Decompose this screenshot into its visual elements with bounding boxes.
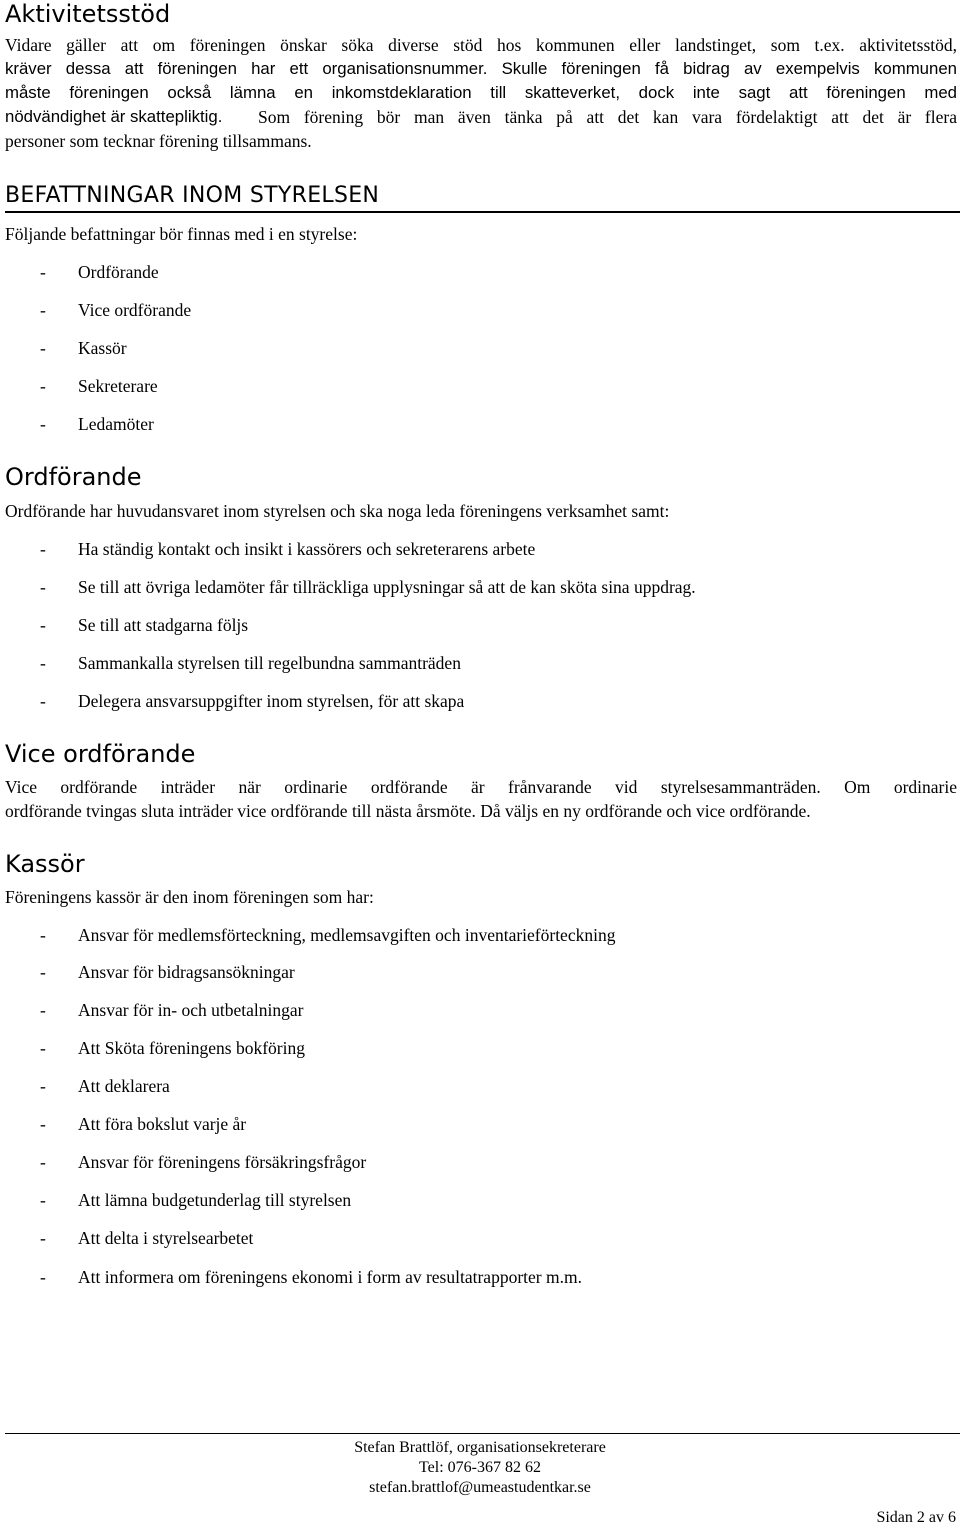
footer-divider [5, 1433, 960, 1434]
list-item: - Att deklarera [40, 1076, 170, 1096]
list-item: - Delegera ansvarsuppgifter inom styrelsen, för att skapa [40, 691, 465, 711]
paragraph-line: Vidare gäller att om föreningen önskar söka diverse stöd hos kommunen eller landstinget, som t.ex. aktivitetsstöd, [5, 35, 957, 55]
paragraph-line: måste föreningen också lämna en inkomstdeklaration till skatteverket, dock inte sagt att föreningen med [5, 83, 957, 102]
list-item: - Ansvar för in- och utbetalningar [40, 1000, 304, 1020]
paragraph-line: nödvändighet är skattepliktig. [5, 107, 223, 126]
list-item: - Att informera om föreningens ekonomi i form av resultatrapporter m.m. [40, 1267, 582, 1287]
list-item: - Att delta i styrelsearbetet [40, 1228, 254, 1248]
paragraph-line: personer som tecknar förening tillsammans. [5, 131, 312, 151]
heading-ordforande: Ordförande [5, 463, 142, 491]
heading-befattningar: BEFATTNINGAR INOM STYRELSEN [5, 182, 960, 213]
list-item: - Ha ständig kontakt och insikt i kassörers och sekreterarens arbete [40, 539, 536, 559]
footer-email[interactable]: stefan.brattlof@umeastudentkar.se [369, 1479, 591, 1496]
paragraph-line: Vice ordförande inträder när ordinarie ordförande är frånvarande vid styrelsesammanträden. Om ordinarie [5, 777, 957, 797]
list-item: - Ledamöter [40, 414, 154, 434]
paragraph-line: ordförande tvingas sluta inträder vice ordförande till nästa årsmöte. Då väljs en ny ordförande och vice ordförande. [5, 801, 811, 821]
list-item: - Sammankalla styrelsen till regelbundna sammanträden [40, 653, 461, 673]
page-number: Sidan 2 av 6 [876, 1509, 956, 1526]
list-item: - Att lämna budgetunderlag till styrelsen [40, 1190, 352, 1210]
list-item: - Vice ordförande [40, 300, 192, 320]
heading-kassor: Kassör [5, 850, 85, 878]
kassor-intro: Föreningens kassör är den inom föreningen som har: [5, 887, 374, 907]
paragraph-line: Som förening bör man även tänka på att det kan vara fördelaktigt att det är flera [258, 107, 957, 127]
list-item: - Ansvar för föreningens försäkringsfrågor [40, 1152, 367, 1172]
heading-aktivitetsstod: Aktivitetsstöd [5, 0, 171, 28]
footer-phone: Tel: 076-367 82 62 [419, 1459, 541, 1476]
list-item: - Se till att övriga ledamöter får tillräckliga upplysningar så att de kan sköta sina uppdrag. [40, 577, 696, 597]
list-item: - Kassör [40, 338, 127, 358]
list-item: - Ordförande [40, 262, 159, 282]
heading-vice-ordforande: Vice ordförande [5, 740, 196, 768]
list-item: - Att Sköta föreningens bokföring [40, 1038, 305, 1058]
list-item: - Ansvar för bidragsansökningar [40, 962, 295, 982]
ordforande-intro: Ordförande har huvudansvaret inom styrelsen och ska noga leda föreningens verksamhet samt: [5, 501, 670, 521]
list-item: - Ansvar för medlemsförteckning, medlemsavgiften och inventarieförteckning [40, 925, 616, 945]
list-item: - Att föra bokslut varje år [40, 1114, 247, 1134]
list-item: - Sekreterare [40, 376, 158, 396]
paragraph-line: kräver dessa att föreningen har ett organisationsnummer. Skulle föreningen få bidrag av exempelvis kommunen [5, 59, 957, 78]
befattningar-intro: Följande befattningar bör finnas med i en styrelse: [5, 224, 358, 244]
list-item: - Se till att stadgarna följs [40, 615, 249, 635]
footer-name: Stefan Brattlöf, organisationsekreterare [354, 1439, 606, 1456]
